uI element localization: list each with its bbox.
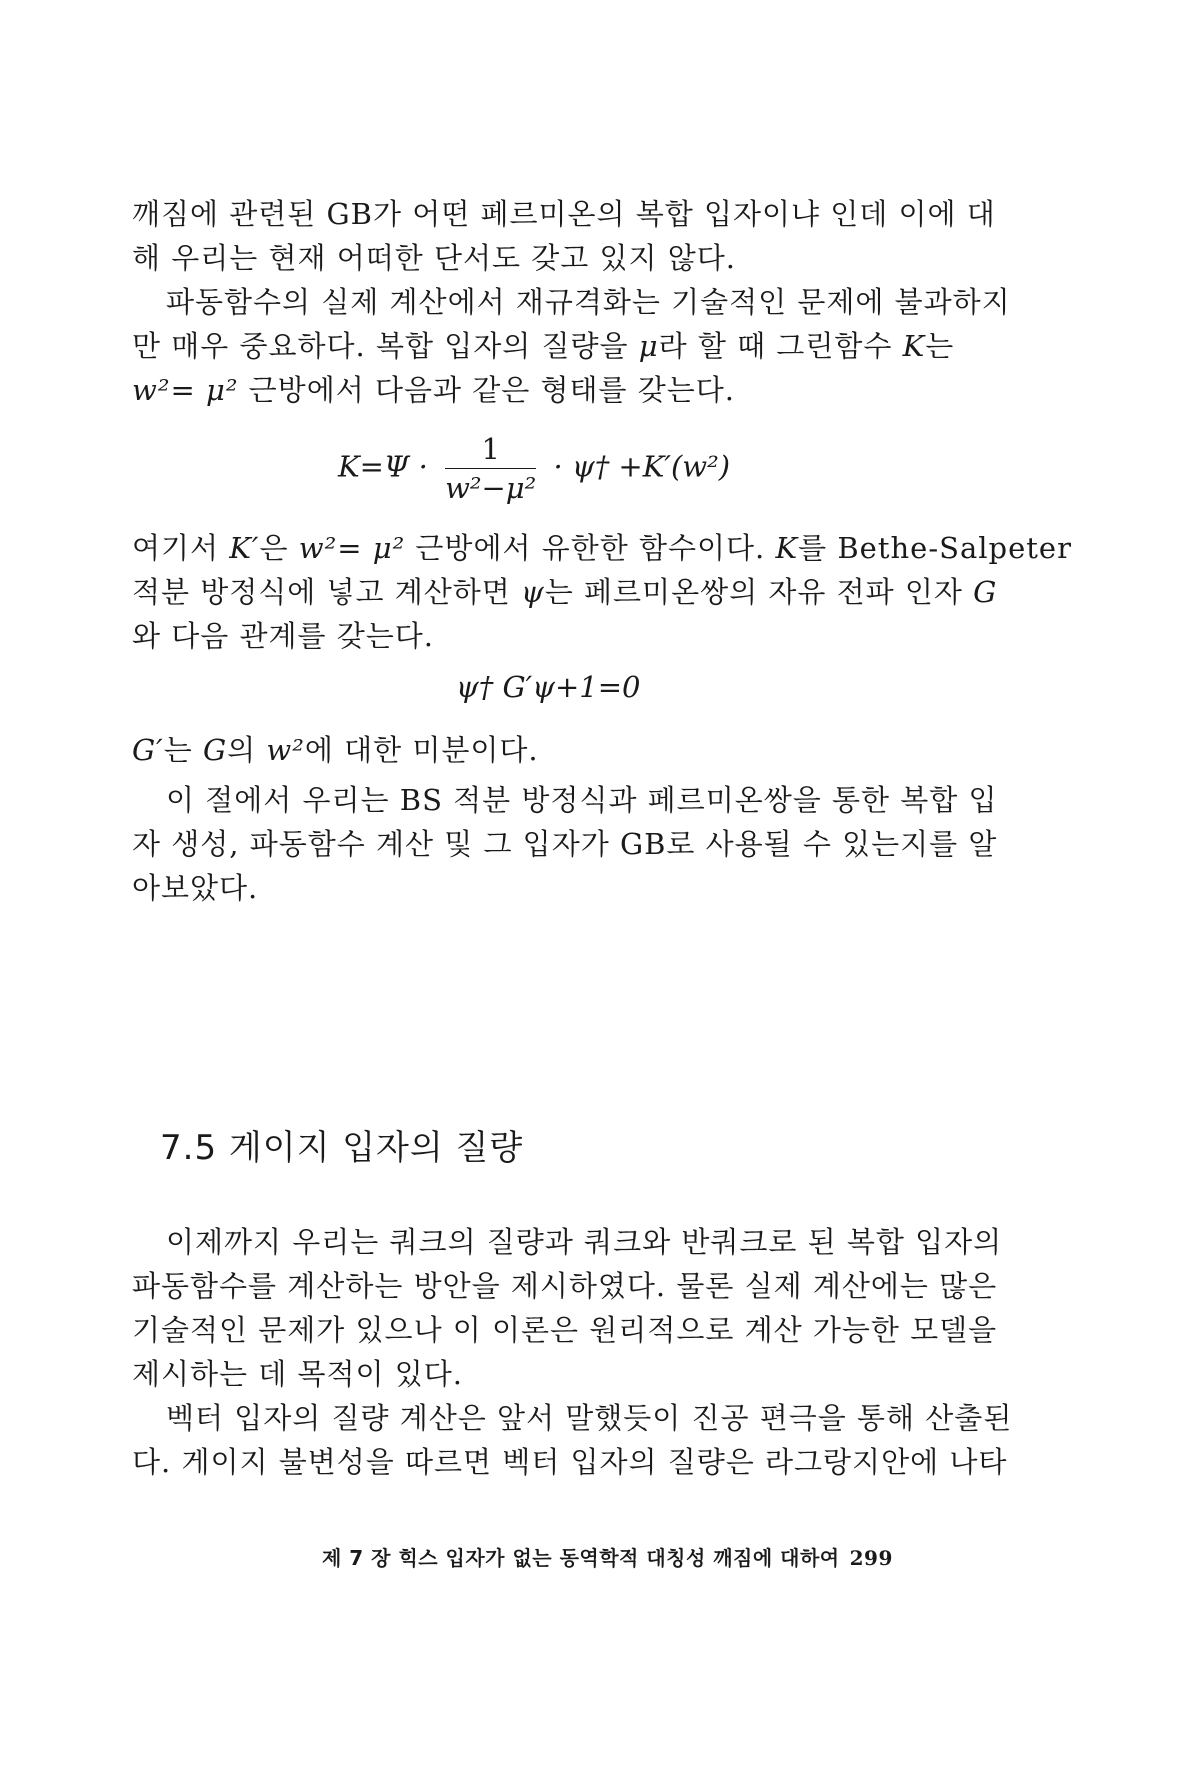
text-segment: 의: [227, 733, 267, 767]
text-segment: 는: [163, 733, 203, 767]
text-segment: 적분 방정식에 넣고 계산하면: [132, 575, 522, 609]
text-segment: 여기서: [132, 531, 230, 565]
text-segment: 에 대한 미분이다.: [304, 733, 539, 767]
symbol-psi: ψ: [521, 575, 545, 609]
text-line: 자 생성, 파동함수 계산 및 그 입자가 GB로 사용될 수 있는지를 알: [132, 827, 998, 861]
text-line: [132, 570, 1002, 614]
paragraph-summary: [132, 778, 1002, 910]
text-line: [132, 728, 1002, 772]
text-line: 벡터 입자의 질량 계산은 앞서 말했듯이 진공 편극을 통해 산출된: [166, 1401, 1013, 1435]
text-line: 이 절에서 우리는 BS 적분 방정식과 페르미온쌍을 통한 복합 입: [166, 783, 998, 817]
text-segment: 만 매우 중요하다. 복합 입자의 질량을: [132, 329, 639, 363]
text-line: 아보았다.: [132, 871, 259, 905]
section-heading: 7.5 게이지 입자의 질량: [160, 1128, 524, 1168]
text-line: 이제까지 우리는 쿼크의 질량과 쿼크와 반쿼크로 된 복합 입자의: [166, 1225, 1003, 1259]
text-line: [132, 526, 1072, 570]
paragraph-continuation: [132, 192, 1002, 280]
paragraph-renormalization: [132, 280, 1011, 412]
paragraph-bethe-salpeter: [132, 526, 1072, 658]
fraction-denominator: w²−μ²: [445, 471, 537, 505]
symbol-k: K: [902, 329, 926, 363]
text-segment: 는: [925, 329, 955, 363]
running-head: 제 7 장 힉스 입자가 없는 동역학적 대칭성 깨짐에 대하여: [322, 1546, 840, 1570]
equation-normalization: [456, 670, 640, 704]
symbol-w-squared: w²: [266, 733, 305, 767]
text-segment: 근방에서 유한한 함수이다.: [405, 531, 776, 565]
paragraph-vector-mass: [132, 1396, 1013, 1484]
page-number: 299: [849, 1546, 893, 1570]
text-segment: 은: [259, 531, 299, 565]
equation-rhs: · ψ† +K′(w²): [553, 449, 731, 484]
text-line: 해 우리는 현재 어떠한 단서도 갖고 있지 않다.: [132, 241, 736, 275]
inline-equation: w²= μ²: [298, 531, 406, 565]
text-line: 깨짐에 관련된 GB가 어떤 페르미온의 복합 입자이냐 인데 이에 대: [132, 197, 996, 231]
symbol-g: G: [973, 575, 998, 609]
paragraph-intro-7-5: [132, 1220, 1002, 1396]
text-segment: 를 Bethe-Salpeter: [798, 531, 1072, 565]
text-segment: 는 페르미온쌍의 자유 전파 인자: [544, 575, 974, 609]
paragraph-derivative: [132, 728, 1002, 772]
text-line: 파동함수의 실제 계산에서 재규격화는 기술적인 문제에 불과하지: [166, 285, 1011, 319]
symbol-g: G: [203, 733, 228, 767]
text-line: 제시하는 데 목적이 있다.: [132, 1357, 464, 1391]
inline-equation: w²= μ²: [132, 373, 239, 407]
text-line: 기술적인 문제가 있으나 이 이론은 원리적으로 계산 가능한 모델을: [132, 1313, 998, 1347]
text-line: [132, 368, 1002, 412]
text-segment: 라 할 때 그린함수: [658, 329, 903, 363]
text-segment: 근방에서 다음과 같은 형태를 갖는다.: [238, 373, 735, 407]
equation-green-function: [338, 432, 730, 505]
text-line: 와 다음 관계를 갖는다.: [132, 619, 434, 653]
fraction-numerator: 1: [445, 432, 536, 469]
text-line: [132, 324, 1002, 368]
equation-body: ψ† G′ψ+1=0: [456, 670, 641, 704]
text-line: 파동함수를 계산하는 방안을 제시하였다. 물론 실제 계산에는 많은: [132, 1269, 998, 1303]
symbol-mu: μ: [638, 329, 659, 363]
symbol-g-prime: G′: [132, 733, 164, 767]
page-footer: [322, 1542, 893, 1571]
symbol-k-prime: K′: [229, 531, 260, 565]
fraction: [445, 432, 536, 505]
symbol-k: K: [775, 531, 799, 565]
equation-lhs: K=Ψ ·: [338, 449, 428, 484]
text-line: 다. 게이지 불변성을 따르면 벡터 입자의 질량은 라그랑지안에 나타: [132, 1445, 1008, 1479]
